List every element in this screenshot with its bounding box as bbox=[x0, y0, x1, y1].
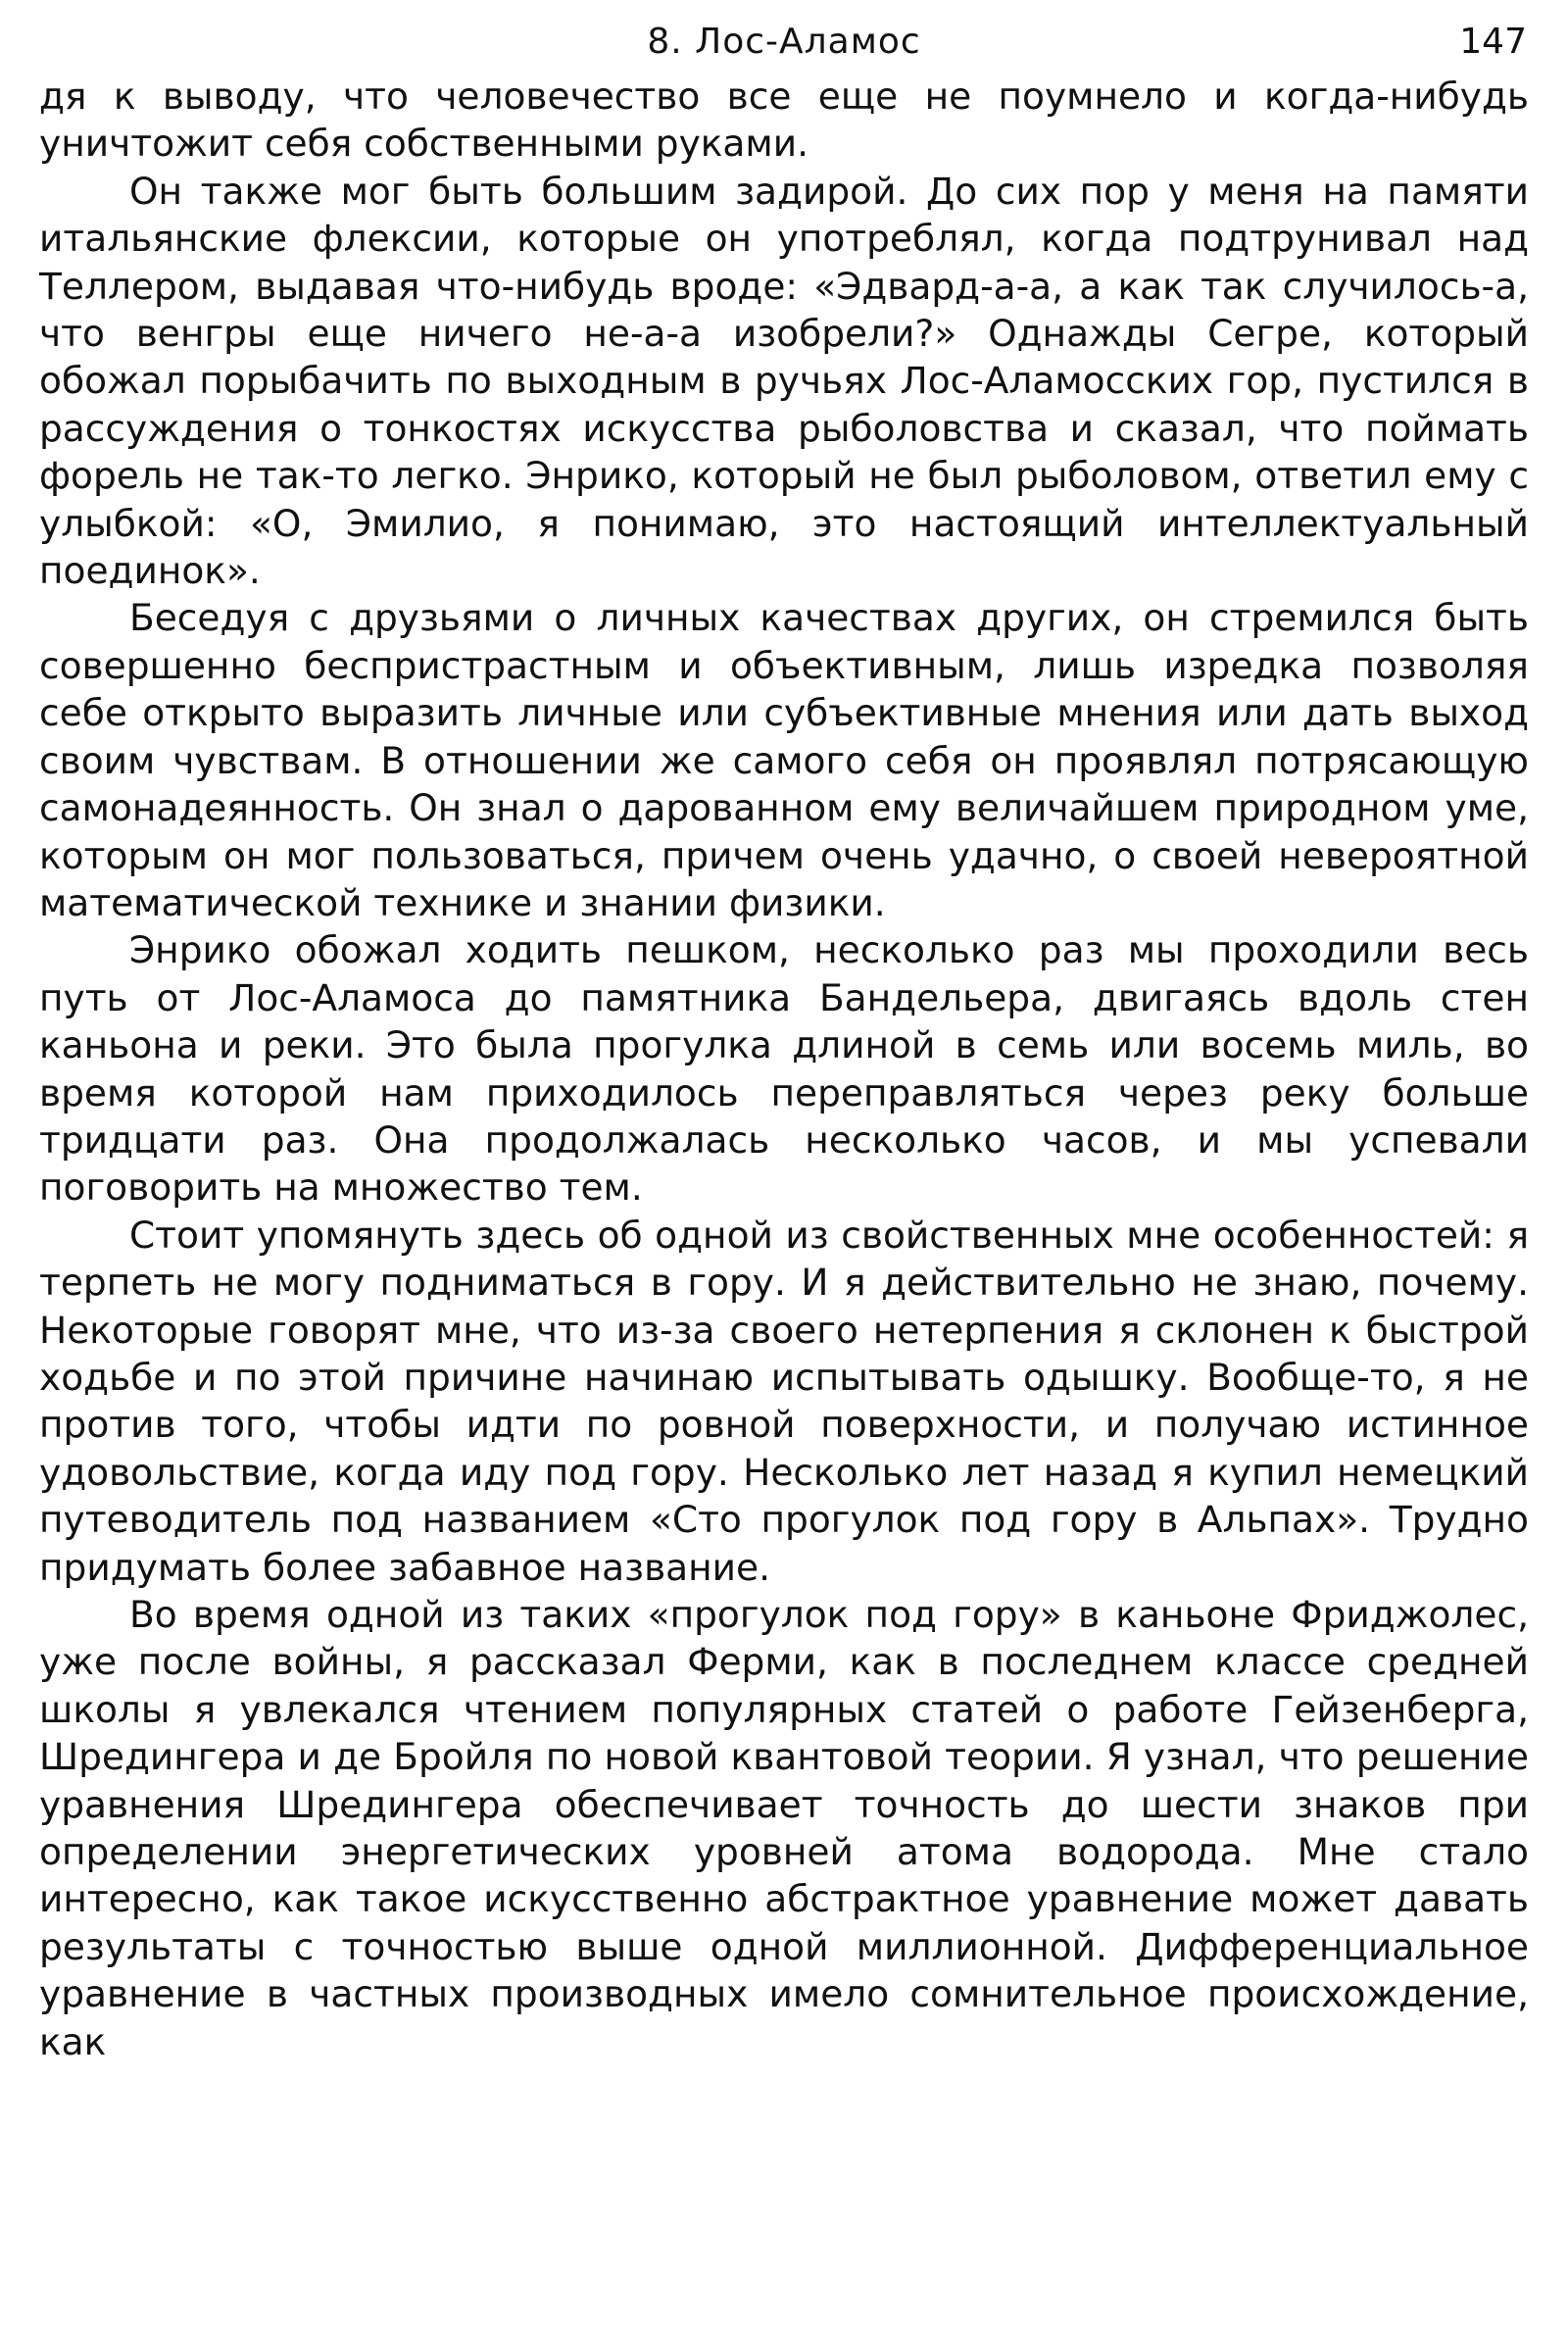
body-text bbox=[39, 73, 1529, 2065]
chapter-title: 8. Лос-Аламос bbox=[647, 22, 921, 62]
book-page bbox=[39, 12, 1529, 2315]
paragraph: Во время одной из таких «прогулок под гору» в каньоне Фриджолес, уже после войны, я рассказал Ферми, как в последнем классе средней школы я увлекался чтением популярных статей о работе Гейзенберга, Шредингера и де Бройля по новой квантовой теории. Я узнал, что решение уравнения Шредингера обеспечивает точность до шести знаков при определении энергетических уровней атома водорода. Мне стало интересно, как такое искусственно абстрактное уравнение может давать результаты с точностью выше одной миллионной. Дифференциальное уравнение в частных производных имело сомнительное происхождение, как bbox=[39, 1593, 1529, 2063]
page-number: 147 bbox=[1459, 22, 1527, 62]
paragraph: Беседуя с друзьями о личных качествах других, он стремился быть совершенно беспристрастным и объективным, лишь изредка позволяя себе открыто выразить личные или субъективные мнения или дать выход своим чувствам. В отношении же самого себя он проявлял потрясающую самонадеянность. Он знал о дарованном ему величайшем природном уме, которым он мог пользоваться, причем очень удачно, о своей невероятной математической технике и знании физики. bbox=[39, 596, 1529, 924]
running-head bbox=[39, 12, 1529, 73]
paragraph: Он также мог быть большим задирой. До сих пор у меня на памяти итальянские флексии, которые он употреблял, когда подтрунивал над Теллером, выдавая что-нибудь вроде: «Эдвард-а-а, а как так случилось-а, что венгры еще ничего не-а-а изобрели?» Однажды Сегре, который обожал порыбачить по выходным в ручьях Лос-Аламосских гор, пустился в рассуждения о тонкостях искусства рыболовства и сказал, что поймать форель не так-то легко. Энрико, который не был рыболовом, ответил ему с улыбкой: «О, Эмилио, я понимаю, это настоящий интеллектуальный поединок». bbox=[39, 169, 1529, 593]
paragraph-continuation: дя к выводу, что человечество все еще не поумнело и когда-нибудь уничтожит себя собственными руками. bbox=[39, 74, 1529, 166]
paragraph: Энрико обожал ходить пешком, несколько раз мы проходили весь путь от Лос-Аламоса до памятника Бандельера, двигаясь вдоль стен каньона и реки. Это была прогулка длиной в семь или восемь миль, во время которой нам приходилось переправляться через реку больше тридцати раз. Она продолжалась несколько часов, и мы успевали поговорить на множество тем. bbox=[39, 928, 1529, 1210]
paragraph: Стоит упомянуть здесь об одной из свойственных мне особенностей: я терпеть не могу подниматься в гору. И я действительно не знаю, почему. Некоторые говорят мне, что из-за своего нетерпения я склонен к быстрой ходьбе и по этой причине начинаю испытывать одышку. Вообще-то, я не против того, чтобы идти по ровной поверхности, и получаю истинное удовольствие, когда иду под гору. Несколько лет назад я купил немецкий путеводитель под названием «Сто прогулок под гору в Альпах». Трудно придумать более забавное название. bbox=[39, 1213, 1529, 1589]
